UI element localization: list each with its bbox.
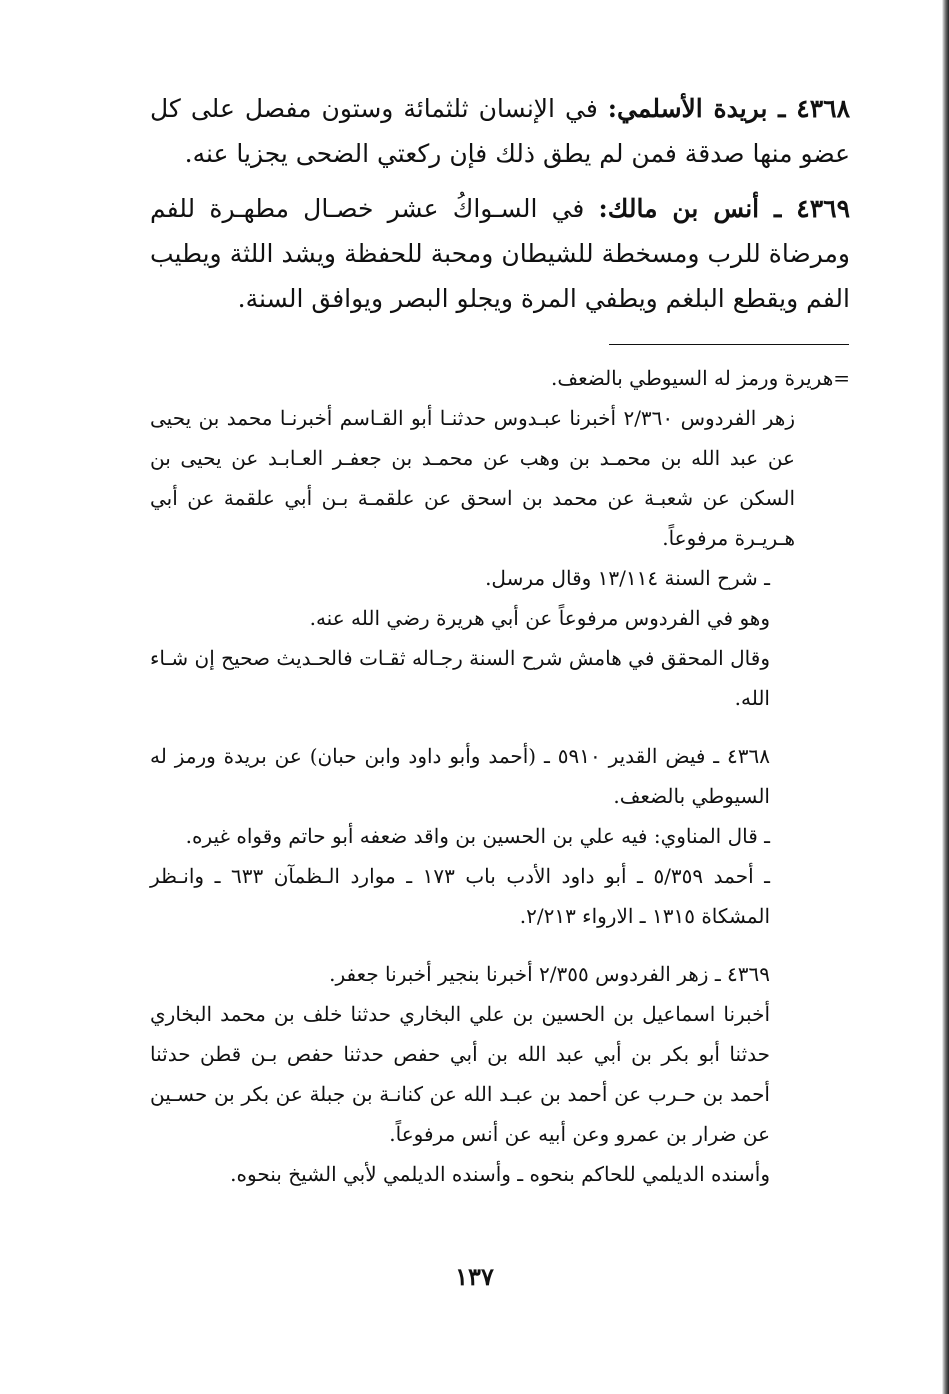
footnote-line: وقال المحقق في هامش شرح السنة رجـاله ثقـات فالحـديث صحيح إن شـاء الله. [150,646,770,710]
page-number: ١٣٧ [455,1262,494,1291]
hadith-entry-4368 [150,86,850,176]
main-text [150,86,850,331]
footnotes [150,358,850,1194]
footnote-line: ٤٣٦٩ ـ زهر الفردوس ٢/٣٥٥ أخبرنا بنجير أخبرنا جعفر. [329,962,770,986]
footnote-line: زهر الفردوس ٢/٣٦٠ أخبرنا عبـدوس حدثنـا أبو القـاسم أخبرنـا محمد بن يحيى عن عبد الله بن محمـد بن وهب عن محمـد بن جعفـر العـابـد عن يحيى بن السكن عن شعبـة عن محمد بن اسحق عن علقمـة بـن أبي علقمة عن أبي هـريـرة مرفوعاً. [150,406,795,550]
footnote-line: =هريرة ورمز له السيوطي بالضعف. [551,366,850,390]
footnote-line: وأسنده الديلمي للحاكم بنحوه ـ وأسنده الديلمي لأبي الشيخ بنحوه. [230,1162,770,1186]
footnote-line: ـ أحمد ٥/٣٥٩ ـ أبو داود الأدب باب ١٧٣ ـ موارد الـظمآن ٦٣٣ ـ وانـظر المشكاة ١٣١٥ ـ الارواء ٢/٢١٣. [150,864,771,928]
footnote-line: وهو في الفردوس مرفوعاً عن أبي هريرة رضي الله عنه. [309,606,770,630]
footnote-line: ـ قال المناوي: فيه علي بن الحسين بن واقد ضعفه أبو حاتم وقواه غيره. [185,824,770,848]
footnote-line: ـ شرح السنة ١٣/١١٤ وقال مرسل. [485,566,770,590]
footnote-separator [609,344,849,345]
entry-text: في السـواكُ عشر خصـال مطهـرة للفم ومرضاة للرب ومسخطة للشيطان ومحبة للحفظة ويشد اللثة ويطيب الفم ويقطع البلغم ويطفي المرة ويجلو البصر ويوافق السنة. [150,194,850,313]
footnote-line: ٤٣٦٨ ـ فيض القدير ٥٩١٠ ـ (أحمد وأبو داود وابن حبان) عن بريدة ورمز له السيوطي بالضعف. [150,744,771,808]
entry-heading: ٤٣٦٩ ـ أنس بن مالك: [598,194,850,223]
page-edge-shadow [942,0,949,1394]
footnote-line: أخبرنا اسماعيل بن الحسين بن علي البخاري حدثنا خلف بن محمد البخاري حدثنا أبو بكر بن أبي عبد الله بن أبي حفص حدثنا حفص بـن قطن حدثنا أحمد بن حـرب عن أحمد بن عبـد الله عن كنانـة بن جبلة عن بكر بن حسـين عن ضرار بن عمرو وعن أبيه عن أنس مرفوعاً. [150,1002,770,1146]
entry-text: في الإنسان ثلثمائة وستون مفصل على كل عضو منها صدقة فمن لم يطق ذلك فإن ركعتي الضحى يجزيا عنه. [150,94,850,168]
hadith-entry-4369 [150,186,850,321]
entry-heading: ٤٣٦٨ ـ بريدة الأسلمي: [607,94,850,123]
